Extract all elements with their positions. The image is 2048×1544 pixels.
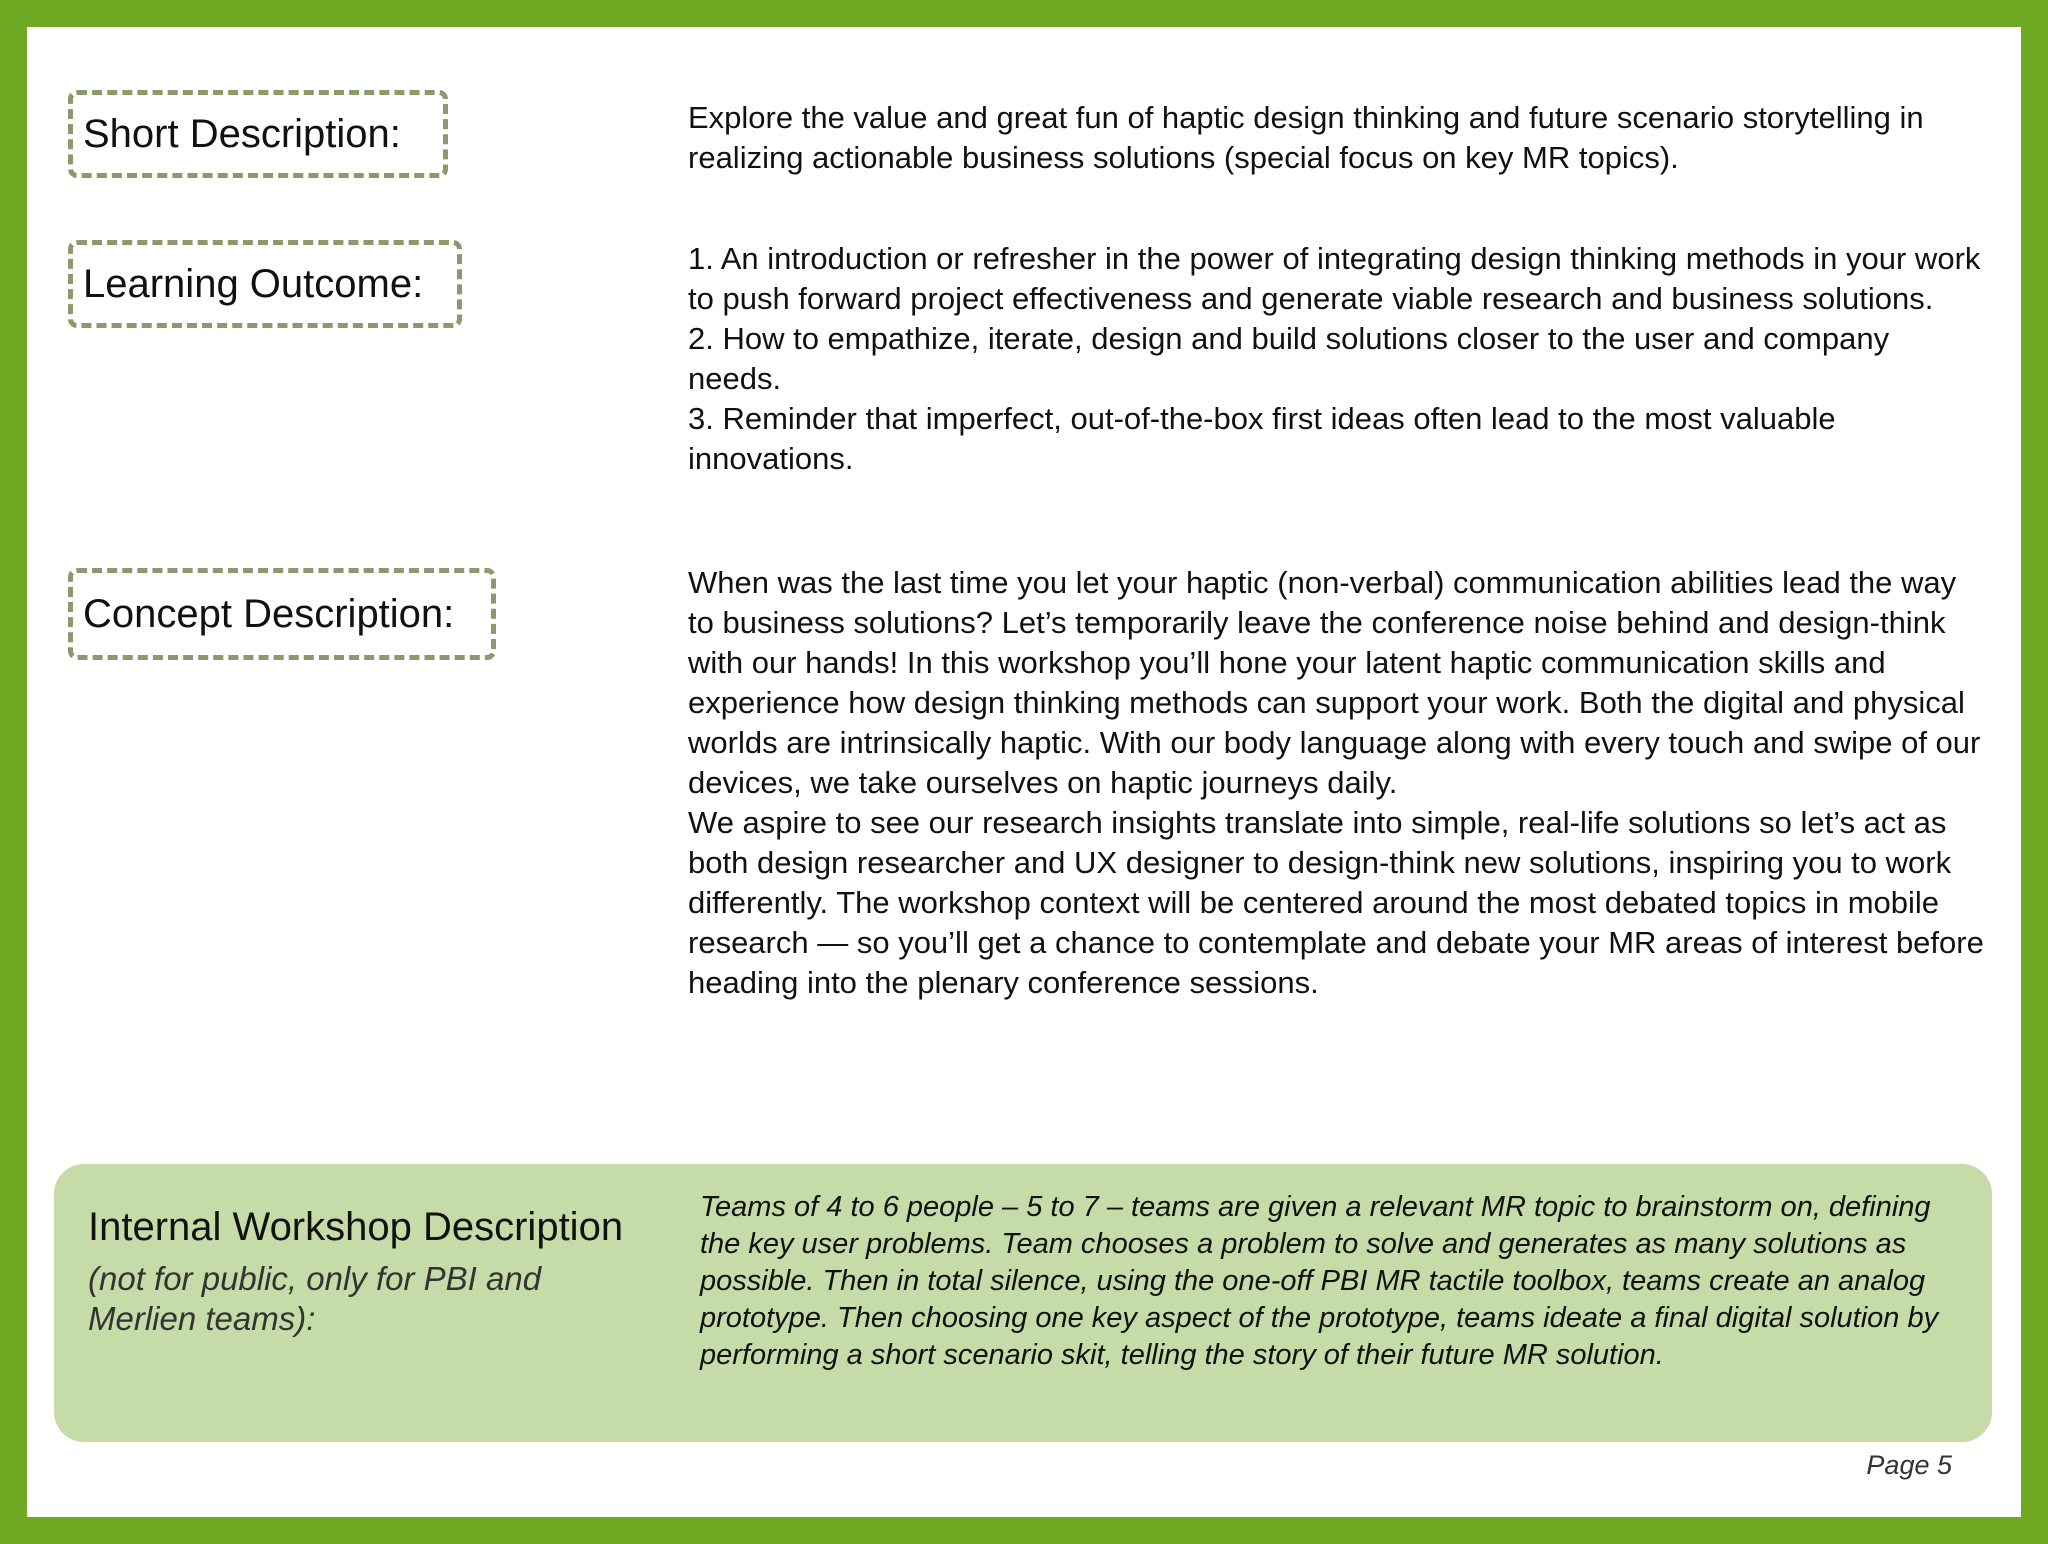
learning-outcome-item: 2. How to empathize, iterate, design and build solutions closer to the user and company needs. <box>688 321 1890 396</box>
short-description-text <box>688 98 1988 178</box>
internal-workshop-panel <box>54 1164 1992 1442</box>
learning-outcome-item: 1. An introduction or refresher in the power of integrating design thinking methods in your work to push forward project effectiveness and generate viable research and business solutions. <box>688 241 1981 316</box>
concept-description-label: Concept Description: <box>68 568 496 660</box>
learning-outcome-item: 3. Reminder that imperfect, out-of-the-box first ideas often lead to the most valuable innovations. <box>688 401 1836 476</box>
concept-paragraph: When was the last time you let your haptic (non-verbal) communication abilities lead the way to business solutions? Let’s temporarily leave the conference noise behind and design-think with our hands! In this workshop you’ll hone your latent haptic communication skills and experience how design thinking methods can support your work. Both the digital and physical worlds are intrinsically haptic. With our body language along with every touch and swipe of our devices, we take ourselves on haptic journeys daily. <box>688 565 1981 800</box>
short-description-label: Short Description: <box>68 90 448 178</box>
internal-workshop-title: Internal Workshop Description <box>88 1205 624 1249</box>
internal-workshop-subtitle: (not for public, only for PBI and Merlien teams): <box>88 1260 542 1337</box>
page-number: Page 5 <box>1866 1450 1952 1480</box>
concept-paragraph: We aspire to see our research insights translate into simple, real-life solutions so let’s act as both design researcher and UX designer to design-think new solutions, inspiring you to work differently. The workshop context will be centered around the most debated topics in mobile research — so you’ll get a chance to contemplate and debate your MR areas of interest before heading into the plenary conference sessions. <box>688 805 1984 1000</box>
learning-outcome-list <box>688 239 1988 479</box>
learning-outcome-label: Learning Outcome: <box>68 240 462 328</box>
concept-description-text <box>688 563 1988 1003</box>
short-description-paragraph: Explore the value and great fun of haptic design thinking and future scenario storytelling in realizing actionable business solutions (special focus on key MR topics). <box>688 100 1924 175</box>
internal-workshop-text: Teams of 4 to 6 people – 5 to 7 – teams are given a relevant MR topic to brainstorm on, defining the key user problems. Team chooses a problem to solve and generates as many solutions as possible. Then in total silence, using the one-off PBI MR tactile toolbox, teams create an analog prototype. Then choosing one key aspect of the prototype, teams ideate a final digital solution by performing a short scenario skit, telling the story of their future MR solution. <box>700 1191 1939 1371</box>
